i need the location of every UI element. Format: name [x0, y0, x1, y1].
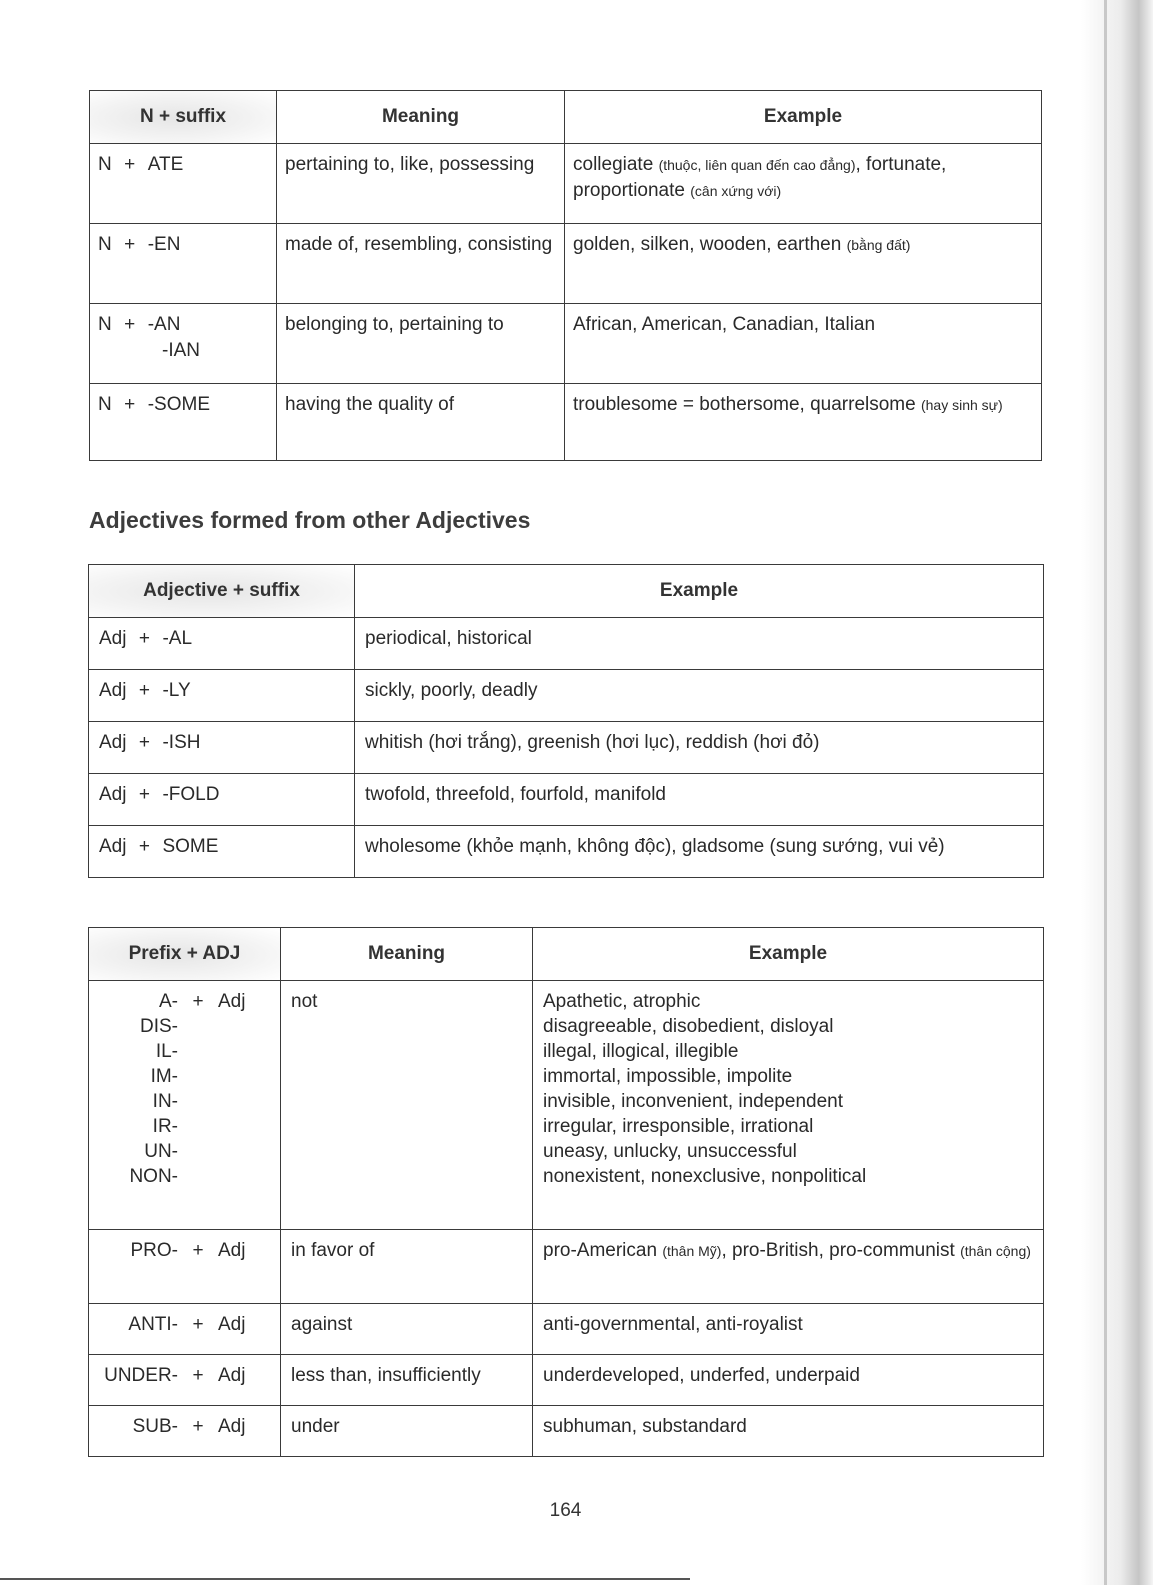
- table-row: [89, 722, 1044, 774]
- prefix: IL-: [155, 1041, 178, 1062]
- meaning-cell: not: [281, 981, 533, 1230]
- translation-note: (bằng đất): [846, 237, 911, 253]
- table-row: [89, 670, 1044, 722]
- formula-cell: [89, 722, 355, 774]
- base-word: Adj: [99, 680, 127, 701]
- adj-label: Adj: [218, 1365, 246, 1386]
- example-line: irregular, irresponsible, irrational: [543, 1116, 814, 1137]
- example-cell: [565, 224, 1042, 304]
- prefix: SUB-: [132, 1416, 178, 1437]
- table-row: [89, 1406, 1044, 1457]
- scan-edge-shadow: [1081, 0, 1153, 1585]
- table-row: [89, 1355, 1044, 1406]
- noun-suffix-table: [89, 90, 1042, 461]
- plus-sign: +: [138, 836, 151, 857]
- example-line: uneasy, unlucky, unsuccessful: [543, 1141, 797, 1162]
- meaning-cell: belonging to, pertaining to: [277, 304, 565, 384]
- adjective-suffix-table: [88, 564, 1044, 878]
- suffix: SOME: [162, 836, 219, 857]
- base-word: Adj: [99, 732, 127, 753]
- example-line: nonexistent, nonexclusive, nonpolitical: [543, 1166, 867, 1187]
- column-header: Meaning: [277, 91, 565, 144]
- adj-label: Adj: [218, 1416, 246, 1437]
- example-cell: whitish (hơi trắng), greenish (hơi lục), reddish (hơi đỏ): [355, 722, 1044, 774]
- column-header: Example: [533, 928, 1044, 981]
- table-header-row: [89, 565, 1044, 618]
- prefix-adjective-table: [88, 927, 1044, 1457]
- translation-note: (hay sinh sự): [920, 397, 1003, 413]
- formula-cell: [89, 670, 355, 722]
- formula-cell: [89, 774, 355, 826]
- example-cell: anti-governmental, anti-royalist: [533, 1304, 1044, 1355]
- example-line: disagreeable, disobedient, disloyal: [543, 1016, 834, 1037]
- table-row: [90, 144, 1042, 224]
- example-text: African, American, Canadian, Italian: [573, 314, 876, 335]
- table-row: [90, 224, 1042, 304]
- adj-label: Adj: [218, 1240, 246, 1261]
- prefix: IN-: [152, 1091, 178, 1112]
- example-cell: [533, 981, 1044, 1230]
- prefix: NON-: [129, 1166, 178, 1187]
- formula-cell: [89, 618, 355, 670]
- suffix: -EN: [147, 234, 181, 255]
- translation-note: (cân xứng với): [690, 182, 782, 199]
- table-row: [89, 1304, 1044, 1355]
- example-line: invisible, inconvenient, independent: [543, 1091, 843, 1112]
- formula-cell: [90, 384, 277, 461]
- prefix: A-: [159, 991, 178, 1012]
- example-text: collegiate: [573, 154, 659, 175]
- example-text: , fortunate, proportionate: [573, 154, 947, 201]
- meaning-cell: against: [281, 1304, 533, 1355]
- suffix: -AL: [162, 628, 193, 649]
- example-line: illegal, illogical, illegible: [543, 1041, 739, 1062]
- prefix-cell: [89, 1230, 281, 1304]
- base-word: Adj: [99, 628, 127, 649]
- page-number: 164: [549, 1500, 582, 1521]
- example-cell: underdeveloped, underfed, underpaid: [533, 1355, 1044, 1406]
- prefix-cell: [89, 1304, 281, 1355]
- example-cell: twofold, threefold, fourfold, manifold: [355, 774, 1044, 826]
- plus-sign: +: [192, 1365, 204, 1386]
- plus-sign: +: [124, 234, 136, 255]
- table-row: [89, 618, 1044, 670]
- column-header: Adjective + suffix: [89, 565, 355, 618]
- example-text: golden, silken, wooden, earthen: [573, 234, 847, 255]
- bottom-scan-line: [0, 1578, 690, 1580]
- example-cell: [565, 144, 1042, 224]
- adj-label: Adj: [218, 1314, 246, 1335]
- prefix-cell: [89, 1406, 281, 1457]
- formula-cell: [89, 826, 355, 878]
- suffix: -FOLD: [162, 784, 220, 805]
- translation-note: (thân Mỹ): [662, 1243, 722, 1259]
- column-header: Meaning: [281, 928, 533, 981]
- base-word: N: [98, 394, 112, 415]
- table-row: [89, 981, 1044, 1230]
- example-line: Apathetic, atrophic: [543, 991, 701, 1012]
- meaning-cell: pertaining to, like, possessing: [277, 144, 565, 224]
- suffix: -SOME: [147, 394, 211, 415]
- example-cell: sickly, poorly, deadly: [355, 670, 1044, 722]
- prefix-cell: [89, 1355, 281, 1406]
- plus-sign: +: [124, 394, 136, 415]
- prefix: DIS-: [140, 1016, 178, 1037]
- suffix: -IAN: [162, 339, 200, 361]
- plus-sign: +: [138, 784, 151, 805]
- table-header-row: [89, 928, 1044, 981]
- formula-cell: [90, 224, 277, 304]
- formula-cell: [90, 144, 277, 224]
- translation-note: (thân cộng): [960, 1243, 1031, 1259]
- table-row: [89, 1230, 1044, 1304]
- prefix-list: [99, 989, 270, 1189]
- column-header: Example: [355, 565, 1044, 618]
- meaning-cell: under: [281, 1406, 533, 1457]
- plus-sign: +: [192, 1416, 204, 1437]
- example-text: pro-American: [543, 1240, 663, 1261]
- table-header-row: [90, 91, 1042, 144]
- plus-sign: +: [192, 1240, 204, 1261]
- plus-sign: +: [192, 1314, 204, 1335]
- prefix: PRO-: [130, 1240, 178, 1261]
- base-word: N: [98, 234, 112, 255]
- example-text: troublesome = bothersome, quarrelsome: [573, 394, 921, 415]
- meaning-cell: in favor of: [281, 1230, 533, 1304]
- example-cell: subhuman, substandard: [533, 1406, 1044, 1457]
- example-cell: [565, 304, 1042, 384]
- plus-sign: +: [192, 991, 204, 1012]
- plus-sign: +: [124, 154, 136, 175]
- base-word: N: [98, 154, 112, 175]
- column-header: N + suffix: [90, 91, 277, 144]
- base-word: N: [98, 314, 112, 335]
- plus-sign: +: [124, 314, 136, 335]
- example-cell: [565, 384, 1042, 461]
- section-title: Adjectives formed from other Adjectives: [89, 507, 531, 533]
- base-word: Adj: [99, 836, 127, 857]
- example-cell: wholesome (khỏe mạnh, không độc), gladsome (sung sướng, vui vẻ): [355, 826, 1044, 878]
- example-text: , pro-British, pro-communist: [721, 1240, 961, 1261]
- prefix-cell: [89, 981, 281, 1230]
- example-cell: [533, 1230, 1044, 1304]
- example-line: immortal, impossible, impolite: [543, 1066, 793, 1087]
- scan-edge-line: [1104, 0, 1107, 1585]
- prefix: IR-: [152, 1116, 178, 1137]
- suffix: ATE: [147, 154, 184, 175]
- prefix: IM-: [150, 1066, 178, 1087]
- adj-label: Adj: [218, 991, 246, 1012]
- base-word: Adj: [99, 784, 127, 805]
- plus-sign: +: [138, 680, 151, 701]
- plus-sign: +: [138, 628, 151, 649]
- meaning-cell: less than, insufficiently: [281, 1355, 533, 1406]
- suffix: -AN: [147, 314, 181, 335]
- plus-sign: +: [138, 732, 151, 753]
- suffix: -ISH: [162, 732, 201, 753]
- table-row: [89, 774, 1044, 826]
- suffix: -LY: [162, 680, 191, 701]
- meaning-cell: made of, resembling, consisting: [277, 224, 565, 304]
- formula-cell: [90, 304, 277, 384]
- prefix: ANTI-: [128, 1314, 178, 1335]
- table-row: [89, 826, 1044, 878]
- prefix: UNDER-: [104, 1365, 178, 1386]
- example-cell: periodical, historical: [355, 618, 1044, 670]
- prefix: UN-: [144, 1141, 178, 1162]
- meaning-cell: having the quality of: [277, 384, 565, 461]
- translation-note: (thuộc, liên quan đến cao đẳng): [658, 157, 856, 173]
- table-row: [90, 304, 1042, 384]
- table-row: [90, 384, 1042, 461]
- column-header: Example: [565, 91, 1042, 144]
- column-header: Prefix + ADJ: [89, 928, 281, 981]
